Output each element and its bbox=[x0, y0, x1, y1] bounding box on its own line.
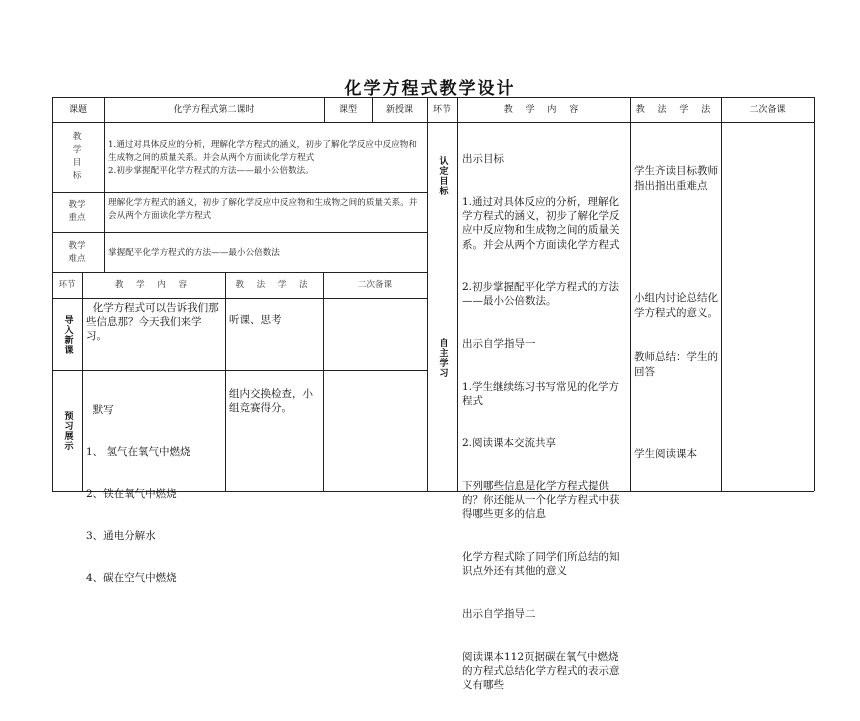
preview-line: 1、 氢气在氧气中燃烧 bbox=[86, 446, 191, 458]
content-line: 出示目标 bbox=[462, 153, 504, 166]
preview-line: 3、通电分解水 bbox=[86, 530, 156, 542]
goals-row-divider bbox=[52, 192, 427, 193]
second-prep-header: 二次备课 bbox=[749, 104, 786, 115]
step-confirm-goals: 认定目标 bbox=[437, 156, 448, 196]
table-border-right bbox=[814, 97, 815, 491]
content-line: 阅读课本112页据碳在氧气中燃烧的方程式总结化学方程式的表示意义有哪些 bbox=[462, 650, 620, 691]
key-label: 教学 重点 bbox=[68, 200, 86, 223]
sub-method-header: 教 法 学 法 bbox=[235, 280, 313, 290]
content-line: 化学方程式除了同学们所总结的知识点外还有其他的意义 bbox=[462, 551, 620, 578]
sub-step-header: 环节 bbox=[58, 280, 76, 290]
goals-label: 教 学 目 标 bbox=[72, 132, 82, 181]
intro-method: 听课、思考 bbox=[229, 314, 282, 326]
type-label: 课型 bbox=[338, 104, 357, 115]
method-discuss: 小组内讨论总结化学方程式的意义。 bbox=[634, 292, 718, 319]
preview-line: 2、铁在氧气中燃烧 bbox=[86, 488, 177, 500]
content-line: 1.学生继续练习书写常见的化学方程式 bbox=[462, 380, 620, 407]
method-goals: 学生齐读目标教师指出指出重难点 bbox=[634, 165, 718, 192]
col-line bbox=[457, 97, 458, 491]
preview-line: 默写 bbox=[86, 404, 114, 416]
header-row-divider bbox=[52, 122, 814, 123]
key-row-divider bbox=[52, 232, 427, 233]
preview-method: 组内交换检查，小组竞赛得分。 bbox=[229, 388, 313, 414]
step-self-study: 自主学习 bbox=[437, 338, 448, 378]
col-line bbox=[82, 272, 83, 491]
key-text: 理解化学方程式的涵义，初步了解化学反应中反应物和生成物之间的质量关系。并会从两个方面读化学方程式 bbox=[108, 198, 418, 221]
intro-row-divider bbox=[52, 370, 427, 371]
method-read: 学生阅读课本 bbox=[634, 448, 697, 460]
intro-content: 化学方程式可以告诉我们那些信息那？今天我们来学习。 bbox=[86, 302, 219, 342]
content-line: 2.阅读课本交流共享 bbox=[462, 437, 557, 450]
teaching-content bbox=[462, 124, 627, 721]
content-line: 下列哪些信息是化学方程式提供的？你还能从一个化学方程式中获得哪些更多的信息 bbox=[462, 480, 620, 521]
step-header: 环节 bbox=[432, 104, 451, 115]
preview-line: 4、碳在空气中燃烧 bbox=[86, 572, 177, 584]
preview-list bbox=[86, 375, 224, 613]
sub-second-header: 二次备课 bbox=[357, 280, 392, 290]
intro-label: 导入新课 bbox=[62, 314, 73, 355]
col-line bbox=[323, 272, 324, 491]
difficulty-label: 教学 难点 bbox=[68, 241, 86, 264]
goals-text: 1.通过对具体反应的分析，理解化学方程式的涵义，初步了解化学反应中反应物和生成物之间的质量关系。并会从两个方面读化学方程式 2.初步掌握配平化学方程式的方法——最小公倍数法。 bbox=[108, 140, 417, 176]
col-line bbox=[104, 122, 105, 272]
difficulty-text: 掌握配平化学方程式的方法——最小公倍数法 bbox=[108, 248, 280, 258]
method-summary: 教师总结：学生的回答 bbox=[634, 351, 718, 378]
page-title: 化学方程式教学设计 bbox=[344, 79, 516, 99]
content-line: 出示自学指导二 bbox=[462, 607, 536, 620]
col-line bbox=[225, 272, 226, 491]
col-line bbox=[630, 97, 631, 491]
preview-label: 预习展示 bbox=[62, 411, 73, 451]
content-header: 教 学 内 容 bbox=[503, 104, 584, 115]
col-line bbox=[721, 97, 722, 491]
content-line: 1.通过对具体反应的分析，理解化学方程式的涵义，初步了解化学反应中反应物和生成物之间的质量关系。并会从两个方面读化学方程式 bbox=[462, 196, 620, 251]
sub-content-header: 教 学 内 容 bbox=[114, 280, 193, 290]
topic-value: 化学方程式第二课时 bbox=[173, 104, 255, 115]
topic-label: 课题 bbox=[68, 104, 87, 115]
subheader-row-divider bbox=[52, 298, 427, 299]
type-value: 新授课 bbox=[385, 104, 413, 115]
content-line: 2.初步掌握配平化学方程式的方法——最小公倍数法。 bbox=[462, 281, 620, 308]
content-line: 出示自学指导一 bbox=[462, 338, 536, 351]
method-header: 教 法 学 法 bbox=[635, 104, 716, 115]
